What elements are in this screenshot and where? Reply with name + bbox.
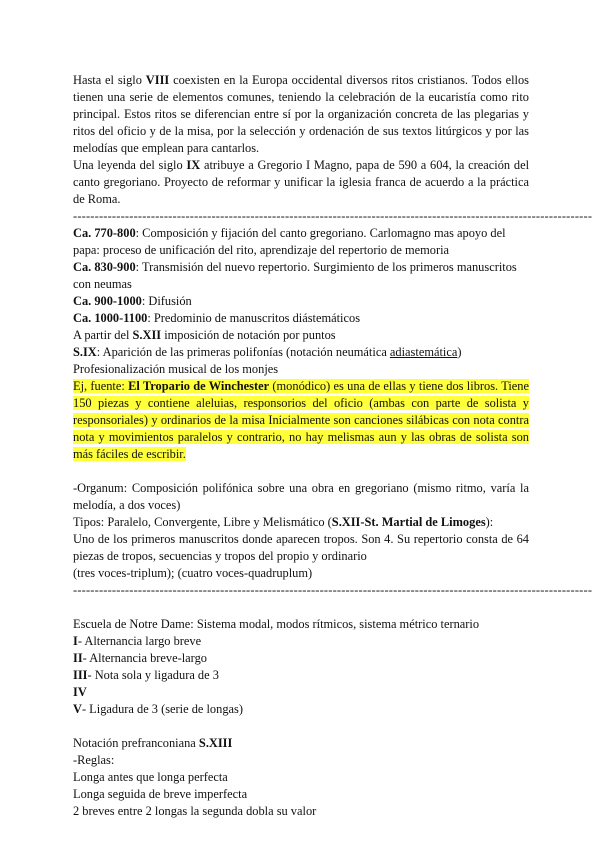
text-run: Tipos: Paralelo, Convergente, Libre y Melismático ( [73,515,332,529]
document-body [73,72,593,820]
organum-paragraph: -Organum: Composición polifónica sobre una obra en gregoriano (mismo ritmo, varía la melodía, a dos voces) [73,481,529,512]
mode-item [73,684,529,701]
century-bold: IX [186,158,201,172]
text-run: : Aparición de las primeras polifonías (notación neumática [96,345,390,359]
blank-line [73,463,529,480]
prefranconian-title [73,735,529,752]
blank-line [73,718,529,735]
mode-text: - Alternancia breve-largo [82,651,207,665]
text-run: A partir del [73,328,133,342]
notre-dame-title: Escuela de Notre Dame: Sistema modal, modos rítmicos, sistema métrico ternario [73,617,480,631]
timeline-item [73,310,529,327]
organum-types [73,514,529,531]
mode-item [73,667,529,684]
mode-item [73,650,529,667]
blank-line [73,599,529,616]
mode-item [73,633,529,650]
underlined-term: adiastemática [389,345,458,359]
highlight-run [73,379,529,461]
timeline-text: : Composición y fijación del canto gregoriano. Carlomagno mas apoyo del papa: proceso de unificación del rito, aprendizaje del repertorio de memoria [73,226,506,257]
timeline-text: : Transmisión del nuevo repertorio. Surgimiento de los primeros manuscritos con neumas [73,260,517,291]
mode-number: V [73,702,82,716]
timeline-date: Ca. 1000-1100 [73,311,148,325]
timeline-item [73,225,529,259]
text-run: Una leyenda del siglo [73,158,187,172]
text-run: ) [457,345,462,359]
mode-text: - Ligadura de 3 (serie de longas) [81,702,243,716]
manuscript-paragraph: Uno de los primeros manuscritos donde aparecen tropos. Son 4. Su repertorio consta de 64 piezas de tropos, secuencias y tropos del propio y ordinario [73,532,529,563]
timeline-date: Ca. 900-1000 [73,294,142,308]
intro-paragraph-2 [73,157,529,208]
timeline-text: : Predominio de manuscritos diástemáticos [147,311,361,325]
text-run: atribuye a Gregorio I Magno, papa de 590 a 604, la creación del canto gregoriano. Proyecto de reformar y unificar la iglesia franca de acuerdo a la práctica de Roma. [73,158,530,206]
intro-paragraph-1 [73,72,529,157]
timeline-text: : Difusión [141,294,192,308]
mode-number: IV [73,685,87,699]
mode-item [73,701,529,718]
s12-line [73,327,529,344]
century-bold: S.IX [73,345,97,359]
martial-bold: S.XII-St. Martial de Limoges [331,515,486,529]
text-run: Ej, fuente: [73,379,129,393]
timeline-date: Ca. 830-900 [73,260,136,274]
mode-text: - Alternancia largo breve [77,634,202,648]
separator-line: ------------------------------------------------------------------------------------------------------------------------ [73,209,593,223]
rule-item: Longa antes que longa perfecta [73,770,228,784]
s9-line [73,344,529,361]
century-bold: VIII [145,73,170,87]
timeline-item [73,259,529,293]
source-title: El Tropario de Winchester [128,379,270,393]
rule-item: 2 breves entre 2 longas la segunda dobla su valor [73,804,317,818]
separator-line: ------------------------------------------------------------------------------------------------------------------------ [73,583,593,597]
century-bold: S.XIII [198,736,233,750]
text-run: coexisten en la Europa occidental diversos ritos cristianos. Todos ellos tienen una serie de elementos comunes, teniendo la celebración de la eucaristía como rito principal. Estos ritos se diferencian entre sí por la organización concreta de las plegarias y ritos del oficio y de la misa, por la selección y ordenación de sus textos litúrgicos y por las melodías que emplean para cantarlos. [73,73,529,155]
mode-number: I [73,634,78,648]
text-run: Notación prefranconiana [73,736,199,750]
mode-number: II [73,651,83,665]
mode-text: - Nota sola y ligadura de 3 [87,668,219,682]
rule-item: Longa seguida de breve imperfecta [73,787,248,801]
professionalization-line: Profesionalización musical de los monjes [73,362,279,376]
text-run: imposición de notación por puntos [161,328,336,342]
text-run: Hasta el siglo [73,73,146,87]
timeline-item [73,293,529,310]
rules-label: -Reglas: [73,753,115,767]
text-run: ): [485,515,494,529]
century-bold: S.XII [132,328,162,342]
voices-line: (tres voces-triplum); (cuatro voces-quadruplum) [73,566,313,580]
mode-number: III [73,668,88,682]
text-run: (monódico) es una de ellas y tiene dos libros. Tiene 150 piezas y contiene aleluias, responsorios del oficio (ambas con parte de solista y responsoriales) y ordinarios de la misa Inicialmente son canciones silábicas con nota contra nota y movimientos paralelos y contrario, no hay melismas aun y las obras de solista son más fáciles de escribir. [73,379,529,461]
timeline-date: Ca. 770-800 [73,226,136,240]
highlighted-paragraph [73,378,529,463]
